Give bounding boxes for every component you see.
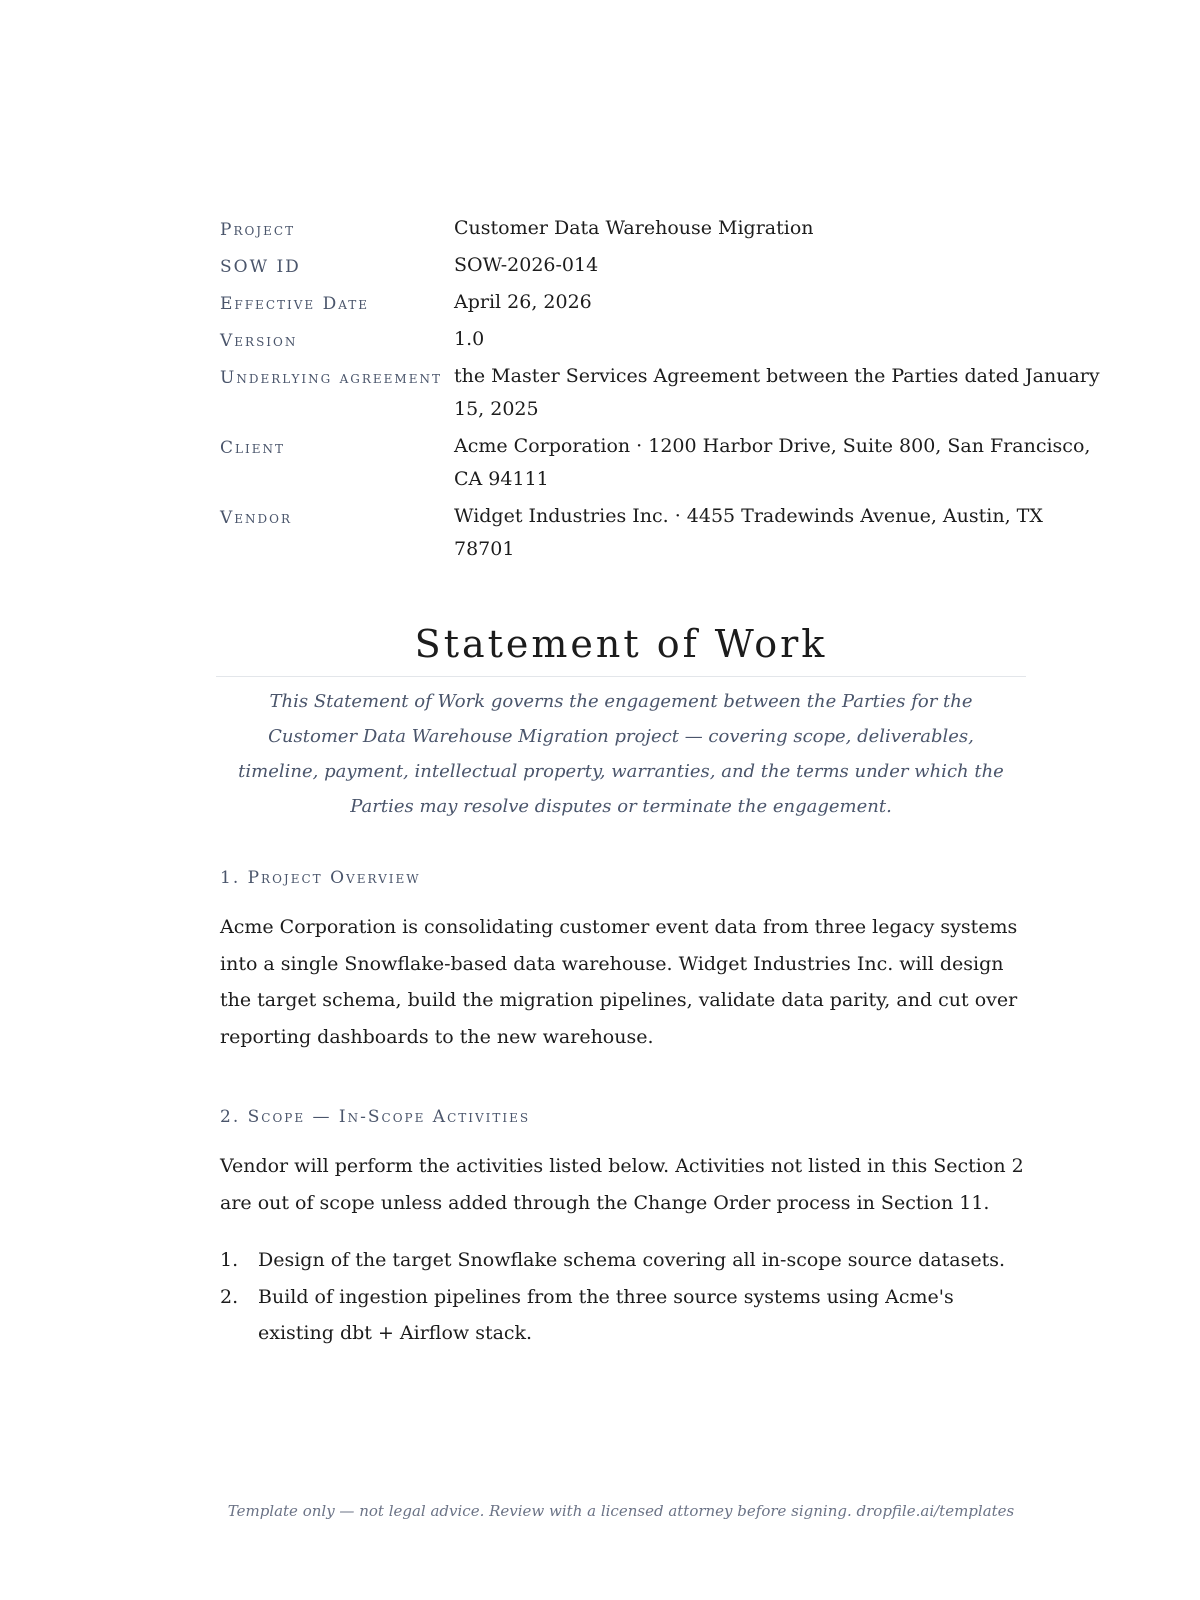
section-heading-overview: 1. Project Overview	[220, 868, 421, 888]
section-body-scope: Vendor will perform the activities listed below. Activities not listed in this Section 2 are out of scope unless added through the Change Order process in Section 11.	[220, 1155, 1024, 1214]
list-item-text: Build of ingestion pipelines from the three source systems using Acme's existing dbt + Airflow stack.	[258, 1285, 954, 1344]
meta-label: Client	[220, 438, 285, 458]
list-item-number: 1.	[220, 1249, 239, 1271]
list-item	[220, 1242, 1030, 1279]
title-divider	[216, 676, 1026, 677]
list-item	[220, 1279, 1030, 1352]
meta-row-effective-date	[220, 290, 1100, 319]
footer-disclaimer: Template only — not legal advice. Review with a licensed attorney before signing. dropfile.ai/templates	[227, 1502, 1015, 1520]
section-heading-scope: 2. Scope — In-Scope Activities	[220, 1107, 531, 1127]
meta-row-underlying-agreement	[220, 364, 1100, 426]
list-item-text: Design of the target Snowflake schema covering all in-scope source datasets.	[258, 1249, 1006, 1271]
meta-label: SOW ID	[220, 257, 301, 277]
meta-row-sow-id	[220, 253, 1100, 282]
section-body-overview: Acme Corporation is consolidating customer event data from three legacy systems into a single Snowflake-based data warehouse. Widget Industries Inc. will design the target schema, build the migration pipelines, validate data parity, and cut over reporting dashboards to the new warehouse.	[220, 916, 1018, 1048]
meta-row-project	[220, 216, 1100, 245]
meta-row-version	[220, 327, 1100, 356]
meta-row-vendor	[220, 504, 1100, 566]
meta-label: Project	[220, 220, 296, 240]
metadata-table	[220, 216, 1100, 574]
meta-label: Underlying agreement	[220, 368, 442, 388]
meta-value: Acme Corporation · 1200 Harbor Drive, Suite 800, San Francisco, CA 94111	[454, 435, 1091, 490]
meta-value: SOW-2026-014	[454, 254, 599, 276]
meta-label: Version	[220, 331, 298, 351]
meta-value: Customer Data Warehouse Migration	[454, 217, 814, 239]
scope-activities-list	[220, 1242, 1030, 1352]
meta-row-client	[220, 434, 1100, 496]
meta-label: Vendor	[220, 508, 293, 528]
meta-value: the Master Services Agreement between the Parties dated January 15, 2025	[454, 365, 1100, 420]
meta-value: April 26, 2026	[454, 291, 592, 313]
intro-paragraph: This Statement of Work governs the engagement between the Parties for the Customer Data Warehouse Migration project — covering scope, deliverables, timeline, payment, intellectual property, warranties, and the terms under which the Parties may resolve disputes or terminate the engagement.	[238, 691, 1004, 817]
document-title: Statement of Work	[414, 622, 828, 666]
list-item-number: 2.	[220, 1285, 239, 1308]
meta-value: Widget Industries Inc. · 4455 Tradewinds Avenue, Austin, TX 78701	[454, 505, 1043, 560]
meta-value: 1.0	[454, 328, 485, 350]
meta-label: Effective Date	[220, 294, 369, 314]
